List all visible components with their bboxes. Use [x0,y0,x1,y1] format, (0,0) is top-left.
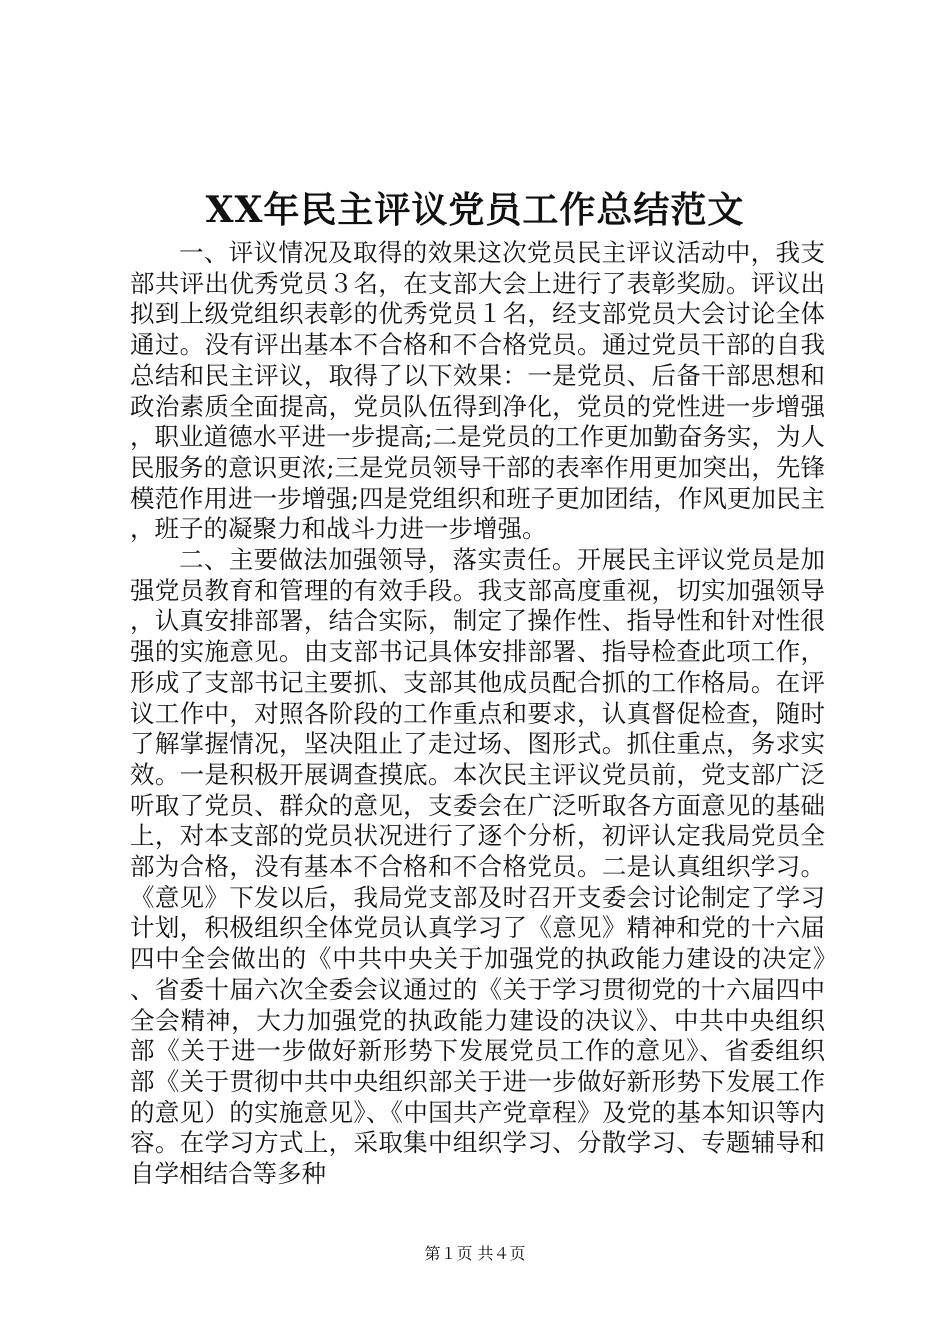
document-title: XX年民主评议党员工作总结范文 [205,189,745,231]
page-number-footer: 第１页 共４页 [424,1244,526,1263]
document-body [130,238,825,1190]
paragraph-main-practices: 二、主要做法加强领导，落实责任。开展民主评议党员是加强党员教育和管理的有效手段。我支部高度重视，切实加强领导，认真安排部署，结合实际，制定了操作性、指导性和针对性很强的实施意见。由支部书记具体安排部署、指导检查此项工作，形成了支部书记主要抓、支部其他成员配合抓的工作格局。在评议工作中，对照各阶段的工作重点和要求，认真督促检查，随时了解掌握情况，坚决阻止了走过场、图形式。抓住重点，务求实效。一是积极开展调查摸底。本次民主评议党员前，党支部广泛听取了党员、群众的意见，支委会在广泛听取各方面意见的基础上，对本支部的党员状况进行了逐个分析，初评认定我局党员全部为合格，没有基本不合格和不合格党员。二是认真组织学习。《意见》下发以后，我局党支部及时召开支委会讨论制定了学习计划，积极组织全体党员认真学习了《意见》精神和党的十六届四中全会做出的《中共中央关于加强党的执政能力建设的决定》、省委十届六次全委会议通过的《关于学习贯彻党的十六届四中全会精神，大力加强党的执政能力建设的决议》、中共中央组织部《关于进一步做好新形势下发展党员工作的意见》、省委组织部《关于贯彻中共中央组织部关于进一步做好新形势下发展工作的意见）的实施意见》、《中国共产党章程》及党的基本知识等内容。在学习方式上，采取集中组织学习、分散学习、专题辅导和自学相结合等多种 [130,545,825,1189]
paragraph-evaluation-results: 一、评议情况及取得的效果这次党员民主评议活动中，我支部共评出优秀党员３名，在支部大会上进行了表彰奖励。评议出拟到上级党组织表彰的优秀党员１名，经支部党员大会讨论全体通过。没有评出基本不合格和不合格党员。通过党员干部的自我总结和民主评议，取得了以下效果：一是党员、后备干部思想和政治素质全面提高，党员队伍得到净化，党员的党性进一步增强，职业道德水平进一步提高;二是党员的工作更加勤奋务实，为人民服务的意识更浓;三是党员领导干部的表率作用更加突出，先锋模范作用进一步增强;四是党组织和班子更加团结，作风更加民主，班子的凝聚力和战斗力进一步增强。 [130,238,825,544]
